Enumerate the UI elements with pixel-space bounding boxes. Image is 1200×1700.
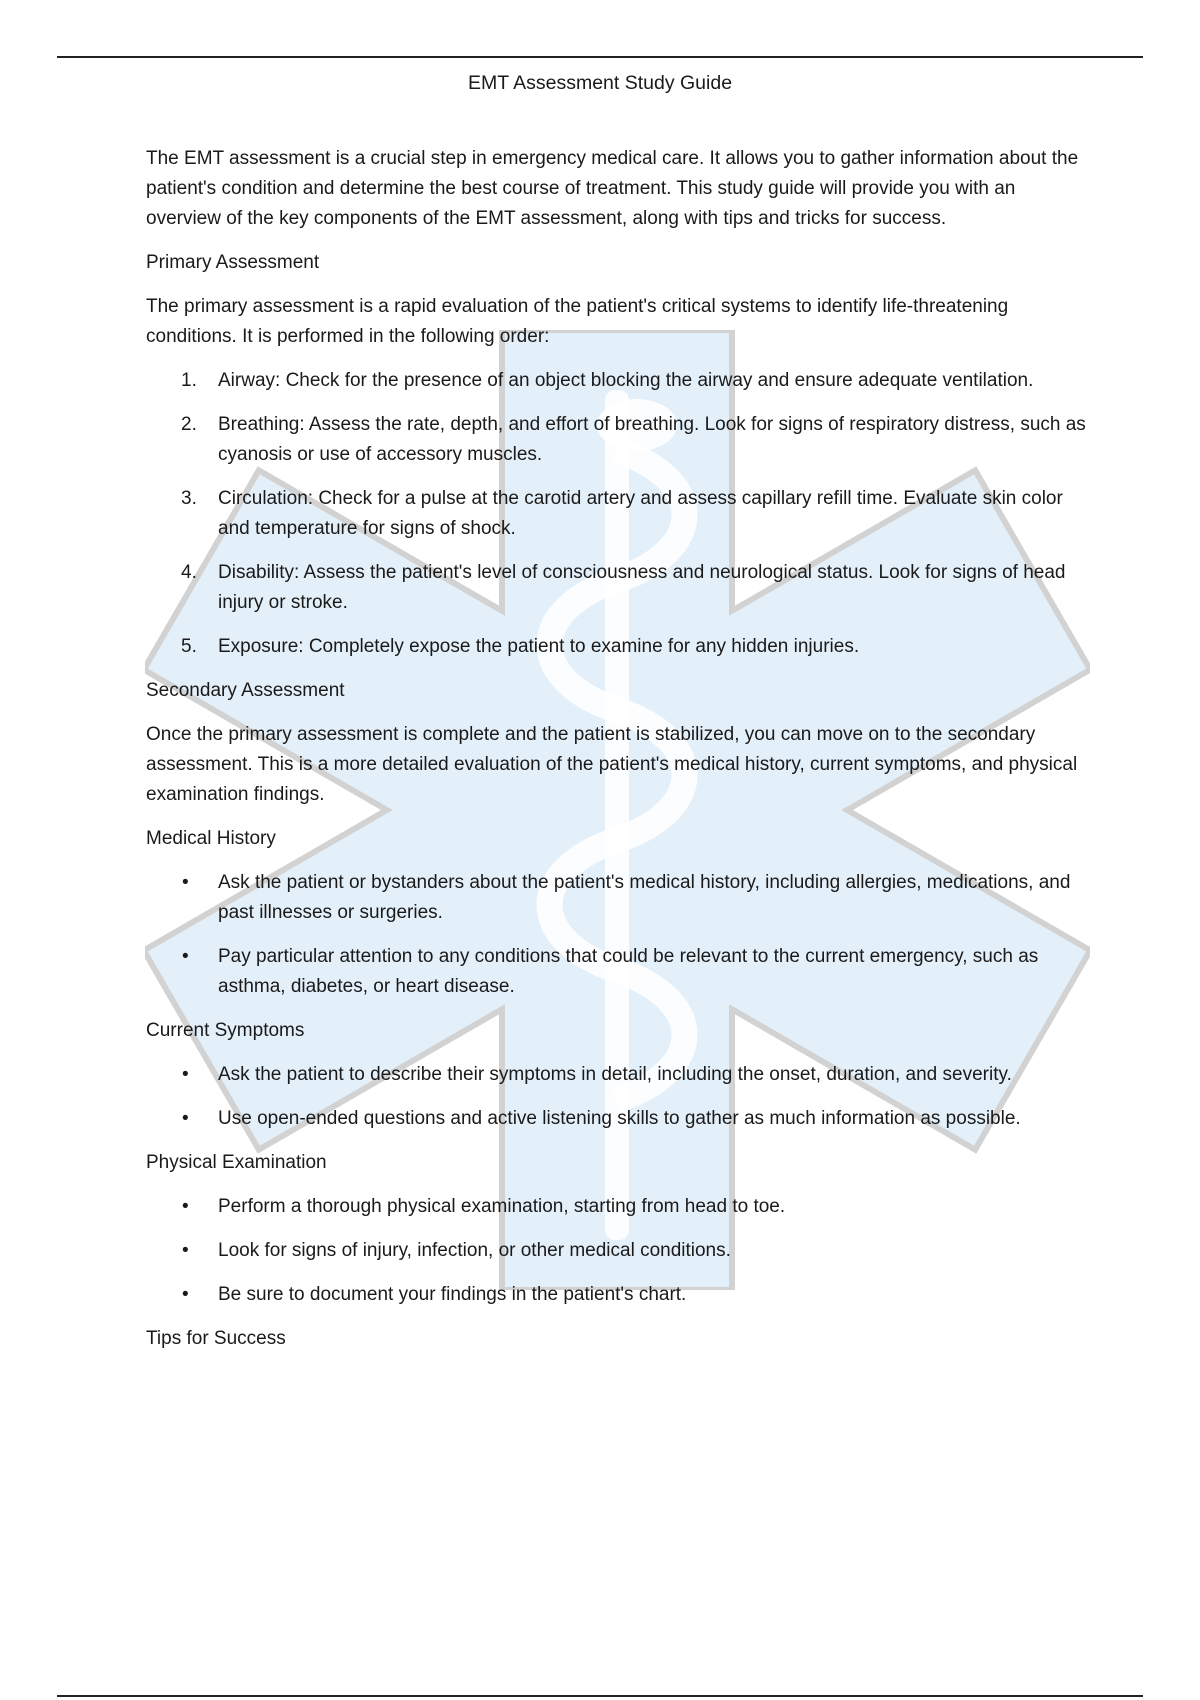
list-item-text: Circulation: Check for a pulse at the carotid artery and assess capillary refill time. Evaluate skin color and temperature for signs of shock. (218, 488, 1063, 539)
header-rule (57, 56, 1143, 58)
bullet-icon: • (182, 1284, 189, 1305)
list-item-text: Breathing: Assess the rate, depth, and effort of breathing. Look for signs of respiratory distress, such as cyanosis or use of accessory muscles. (218, 414, 1086, 465)
list-number: 2. (181, 414, 197, 435)
current-symptoms-heading: Current Symptoms (146, 1020, 305, 1041)
physical-examination-list (146, 1192, 1086, 1310)
list-item (146, 942, 1086, 1002)
medical-history-heading: Medical History (146, 828, 276, 849)
bullet-icon: • (182, 872, 189, 893)
bullet-icon: • (182, 1064, 189, 1085)
list-item-text: Look for signs of injury, infection, or other medical conditions. (218, 1240, 731, 1261)
list-number: 3. (181, 488, 197, 509)
list-item-text: Be sure to document your findings in the patient's chart. (218, 1284, 687, 1305)
list-item (146, 1236, 1086, 1266)
list-number: 5. (181, 636, 197, 657)
tips-for-success-heading: Tips for Success (146, 1328, 286, 1349)
list-item-text: Perform a thorough physical examination, starting from head to toe. (218, 1196, 786, 1217)
primary-assessment-paragraph: The primary assessment is a rapid evaluation of the patient's critical systems to identify life-threatening conditions. It is performed in the following order: (146, 296, 1009, 347)
list-item (146, 1060, 1086, 1090)
list-item (146, 366, 1086, 396)
bullet-icon: • (182, 946, 189, 967)
current-symptoms-list (146, 1060, 1086, 1134)
bullet-icon: • (182, 1196, 189, 1217)
list-item (146, 410, 1086, 470)
list-item (146, 484, 1086, 544)
list-item-text: Ask the patient to describe their symptoms in detail, including the onset, duration, and severity. (218, 1064, 1012, 1085)
list-item-text: Use open-ended questions and active listening skills to gather as much information as possible. (218, 1108, 1021, 1129)
list-item-text: Exposure: Completely expose the patient to examine for any hidden injuries. (218, 636, 860, 657)
secondary-assessment-paragraph: Once the primary assessment is complete and the patient is stabilized, you can move on to the secondary assessment. This is a more detailed evaluation of the patient's medical history, current symptoms, and physical examination findings. (146, 724, 1078, 805)
list-item (146, 632, 1086, 662)
page-title: EMT Assessment Study Guide (467, 72, 733, 94)
intro-paragraph: The EMT assessment is a crucial step in emergency medical care. It allows you to gather information about the patient's condition and determine the best course of treatment. This study guide will provide you with an overview of the key components of the EMT assessment, along with tips and tricks for success. (146, 148, 1079, 229)
list-item-text: Airway: Check for the presence of an object blocking the airway and ensure adequate ventilation. (218, 370, 1034, 391)
list-item-text: Pay particular attention to any conditions that could be relevant to the current emergency, such as asthma, diabetes, or heart disease. (218, 946, 1039, 997)
medical-history-list (146, 868, 1086, 1002)
footer-rule (57, 1695, 1143, 1697)
list-item (146, 1280, 1086, 1310)
secondary-assessment-heading: Secondary Assessment (146, 680, 345, 701)
list-number: 4. (181, 562, 197, 583)
list-item-text: Ask the patient or bystanders about the patient's medical history, including allergies, medications, and past illnesses or surgeries. (218, 872, 1071, 923)
list-number: 1. (181, 370, 197, 391)
primary-assessment-heading: Primary Assessment (146, 252, 320, 273)
list-item (146, 868, 1086, 928)
list-item (146, 1192, 1086, 1222)
list-item (146, 558, 1086, 618)
document-body (146, 144, 1086, 1368)
list-item-text: Disability: Assess the patient's level of consciousness and neurological status. Look for signs of head injury or stroke. (218, 562, 1066, 613)
primary-assessment-list (146, 366, 1086, 662)
bullet-icon: • (182, 1108, 189, 1129)
physical-examination-heading: Physical Examination (146, 1152, 327, 1173)
list-item (146, 1104, 1086, 1134)
bullet-icon: • (182, 1240, 189, 1261)
